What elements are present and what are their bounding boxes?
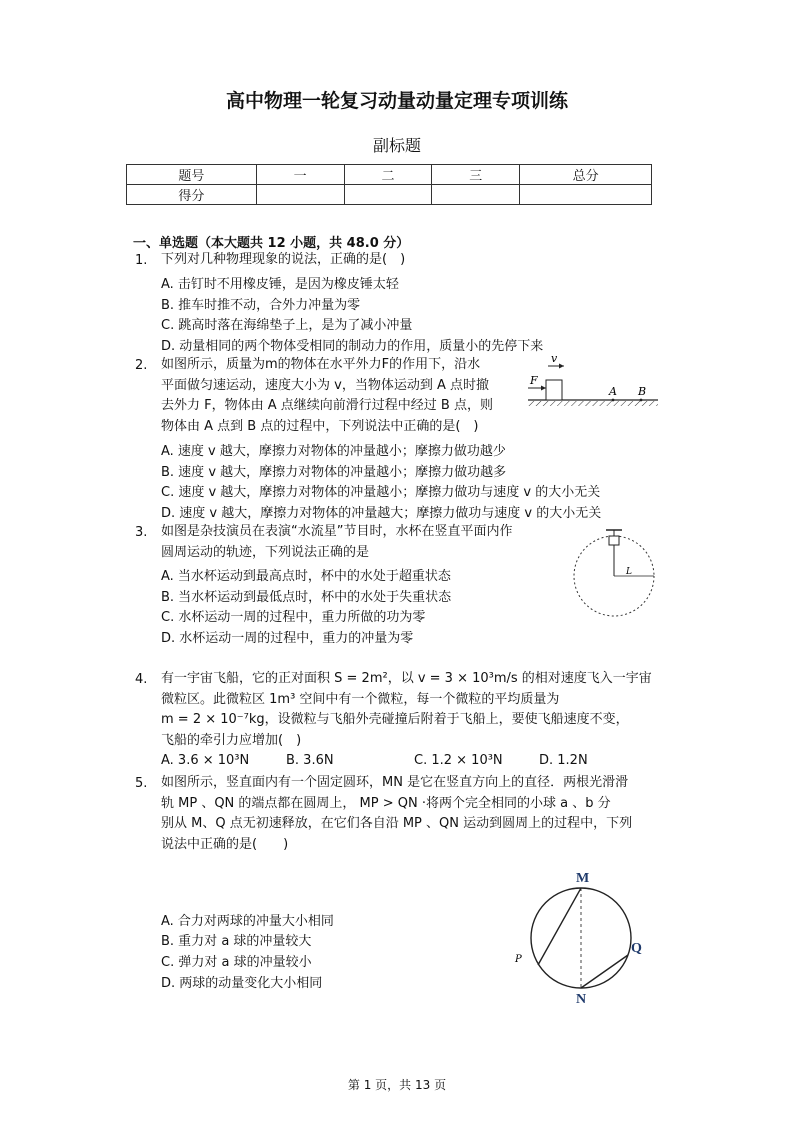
question-number: 4. [135,672,148,687]
option-d: D. 1.2N [539,753,588,768]
score-table-score-row [127,185,652,205]
question-line: 说法中正确的是( ) [161,836,289,852]
question-stem [161,250,405,271]
question-line: 别从 M、Q 点无初速释放，在它们各自沿 MP 、QN 运动到圆周上的过程中，下列 [161,816,633,831]
score-cell [256,185,344,205]
score-header-cell: 二 [344,165,432,185]
score-header-cell: 三 [432,165,520,185]
option-b: B. 3.6N [286,753,334,768]
option-c: C. 水杯运动一周的过程中，重力所做的功为零 [161,610,426,625]
option-b: B. 速度 v 越大，摩擦力对物体的冲量越小；摩擦力做功越多 [161,465,507,480]
option-c: C. 弹力对 a 球的冲量较小 [161,955,312,970]
option-a: A. 速度 v 越大，摩擦力对物体的冲量越小；摩擦力做功越少 [161,444,506,459]
label-v: v [551,352,558,365]
option-d: D. 动量相同的两个物体受相同的制动力的作用，质量小的先停下来 [161,339,544,354]
question-line: 有一宇宙飞船，它的正对面积 S = 2m²，以 v = 3 × 10³m/s 的相对速度飞入一宇宙 [161,671,652,686]
score-cell [520,185,652,205]
question-line: 如图是杂技演员在表演“水流星”节目时，水杯在竖直平面内作 [161,524,513,539]
section-heading: 一、单选题（本大题共 12 小题，共 48.0 分） [133,236,410,251]
option-b: B. 推车时推不动，合外力冲量为零 [161,298,361,313]
question-line: 飞船的牵引力应增加( ) [161,732,302,748]
question-line: 轨 MP 、QN 的端点都在圆周上， MP > QN ·将两个完全相同的小球 a 、b 分 [161,795,611,811]
option-b: B. 当水杯运动到最低点时，杯中的水处于失重状态 [161,590,452,605]
question-stem [161,669,652,751]
figure-block-on-surface [528,350,663,408]
question-line: 如图所示，质量为m的物体在水平外力F的作用下，沿水 [161,357,481,372]
score-header-cell: 题号 [127,165,257,185]
document-subtitle: 副标题 [372,136,421,155]
score-header-cell: 一 [256,165,344,185]
option-d: D. 两球的动量变化大小相同 [161,976,323,991]
question-number: 5. [135,776,148,791]
option-b: B. 重力对 a 球的冲量较大 [161,934,312,949]
score-row-label: 得分 [127,185,257,205]
score-cell [432,185,520,205]
option-c: C. 跳高时落在海绵垫子上，是为了减小冲量 [161,318,413,333]
option-a: A. 击钉时不用橡皮锤，是因为橡皮锤太轻 [161,277,399,292]
label-f: F [530,374,538,387]
question-stem [161,522,512,563]
question-number: 3. [135,525,148,540]
label-m: M [576,871,590,886]
option-c: C. 1.2 × 10³N [414,753,503,768]
question-stem [161,773,632,855]
score-table-header-row [127,165,652,185]
label-n: N [576,992,587,1007]
option-a: A. 当水杯运动到最高点时，杯中的水处于超重状态 [161,569,451,584]
question-number: 1. [135,253,148,268]
option-d: D. 水杯运动一周的过程中，重力的冲量为零 [161,631,414,646]
question-number: 2. [135,358,148,373]
label-b: B [638,385,647,398]
label-a: A [609,385,617,398]
question-line: m = 2 × 10⁻⁷kg，设微粒与飞船外壳碰撞后附着于飞船上，要使飞船速度不变， [161,712,629,727]
label-l: L [626,567,632,577]
score-header-cell: 总分 [520,165,652,185]
question-line: 微粒区。此微粒区 1m³ 空间中有一个微粒，每一个微粒的平均质量为 [161,691,560,707]
option-d: D. 速度 v 越大，摩擦力对物体的冲量越大；摩擦力做功与速度 v 的大小无关 [161,506,602,521]
option-c: C. 速度 v 越大，摩擦力对物体的冲量越小；摩擦力做功与速度 v 的大小无关 [161,485,601,500]
label-p: P [515,954,522,965]
figure-water-meteor-circle [570,528,660,624]
question-line: 下列对几种物理现象的说法，正确的是( ) [161,252,406,267]
question-line: 平面做匀速运动，速度大小为 v，当物体运动到 A 点时撤 [161,377,489,393]
score-table [126,164,652,205]
question-line: 去外力 F，物体由 A 点继续向前滑行过程中经过 B 点，则 [161,398,493,413]
score-cell [344,185,432,205]
option-a: A. 3.6 × 10³N [161,753,250,768]
figure-circle-mn [505,864,655,1010]
question-line: 如图所示，竖直面内有一个固定圆环，MN 是它在竖直方向上的直径．两根光滑滑 [161,775,629,790]
page-footer: 第 1 页，共 13 页 [347,1078,447,1092]
question-line: 圆周运动的轨迹，下列说法正确的是 [161,544,370,560]
question-line: 物体由 A 点到 B 点的过程中，下列说法中正确的是( ) [161,418,479,434]
option-a: A. 合力对两球的冲量大小相同 [161,914,334,929]
question-stem [161,355,493,437]
document-title: 高中物理一轮复习动量动量定理专项训练 [225,90,568,112]
label-q: Q [631,941,642,956]
